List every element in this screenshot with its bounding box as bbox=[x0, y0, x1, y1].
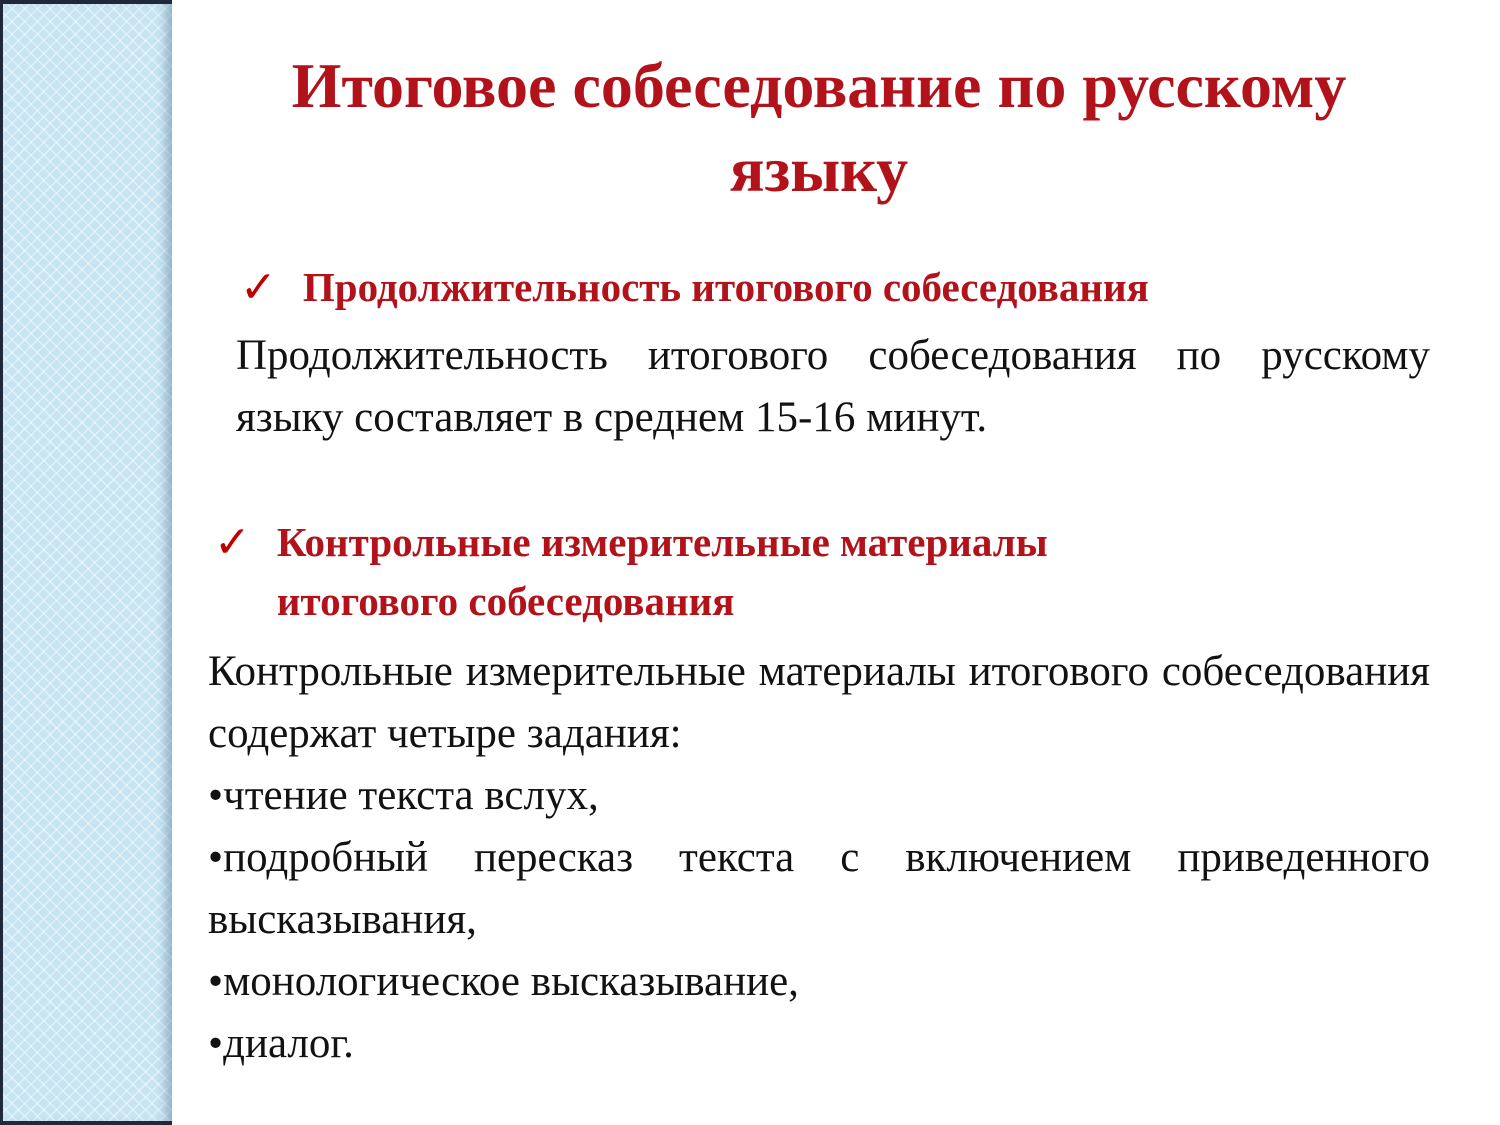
section-materials-heading bbox=[214, 513, 1430, 631]
bullet-icon: • bbox=[208, 834, 224, 881]
section-materials-body: Контрольные измерительные материалы итогового собеседования содержат четыре задания: bbox=[208, 648, 1430, 757]
slide-title bbox=[208, 44, 1430, 212]
slide-title-line: Итоговое собеседование по русскому bbox=[291, 50, 1347, 121]
bullet-icon: • bbox=[208, 1020, 224, 1067]
heading-line: Продолжительность итогового собеседования bbox=[302, 264, 1149, 310]
section-heading-text bbox=[277, 513, 1048, 631]
section-heading-text bbox=[303, 258, 1149, 317]
section-duration-heading bbox=[240, 258, 1430, 317]
task-list bbox=[208, 765, 1430, 1075]
list-item-text: чтение текста вслух, bbox=[223, 772, 599, 819]
list-item bbox=[208, 765, 1430, 827]
bullet-icon: • bbox=[208, 958, 224, 1005]
sidebar-decoration bbox=[0, 0, 172, 1125]
heading-line: Контрольные измерительные материалы bbox=[276, 519, 1048, 565]
bullet-icon: • bbox=[208, 772, 224, 819]
list-item bbox=[208, 1013, 1430, 1075]
heading-line: итогового собеседования bbox=[276, 578, 735, 624]
slide-title-line: языку bbox=[729, 134, 909, 205]
list-item-text: подробный пересказ текста с включением приведенного высказывания, bbox=[208, 834, 1430, 943]
list-item bbox=[208, 951, 1430, 1013]
section-duration bbox=[208, 258, 1430, 449]
list-item-text: монологическое высказывание, bbox=[223, 958, 799, 1005]
list-item-text: диалог. bbox=[223, 1020, 354, 1067]
section-duration-body: Продолжительность итогового собеседования по русскому языку составляет в среднем 15-16 минут. bbox=[236, 332, 1430, 441]
check-icon: ✓ bbox=[214, 518, 251, 567]
section-materials bbox=[208, 513, 1430, 765]
list-item bbox=[208, 827, 1430, 951]
slide-content bbox=[172, 0, 1500, 1125]
check-icon: ✓ bbox=[240, 263, 277, 312]
